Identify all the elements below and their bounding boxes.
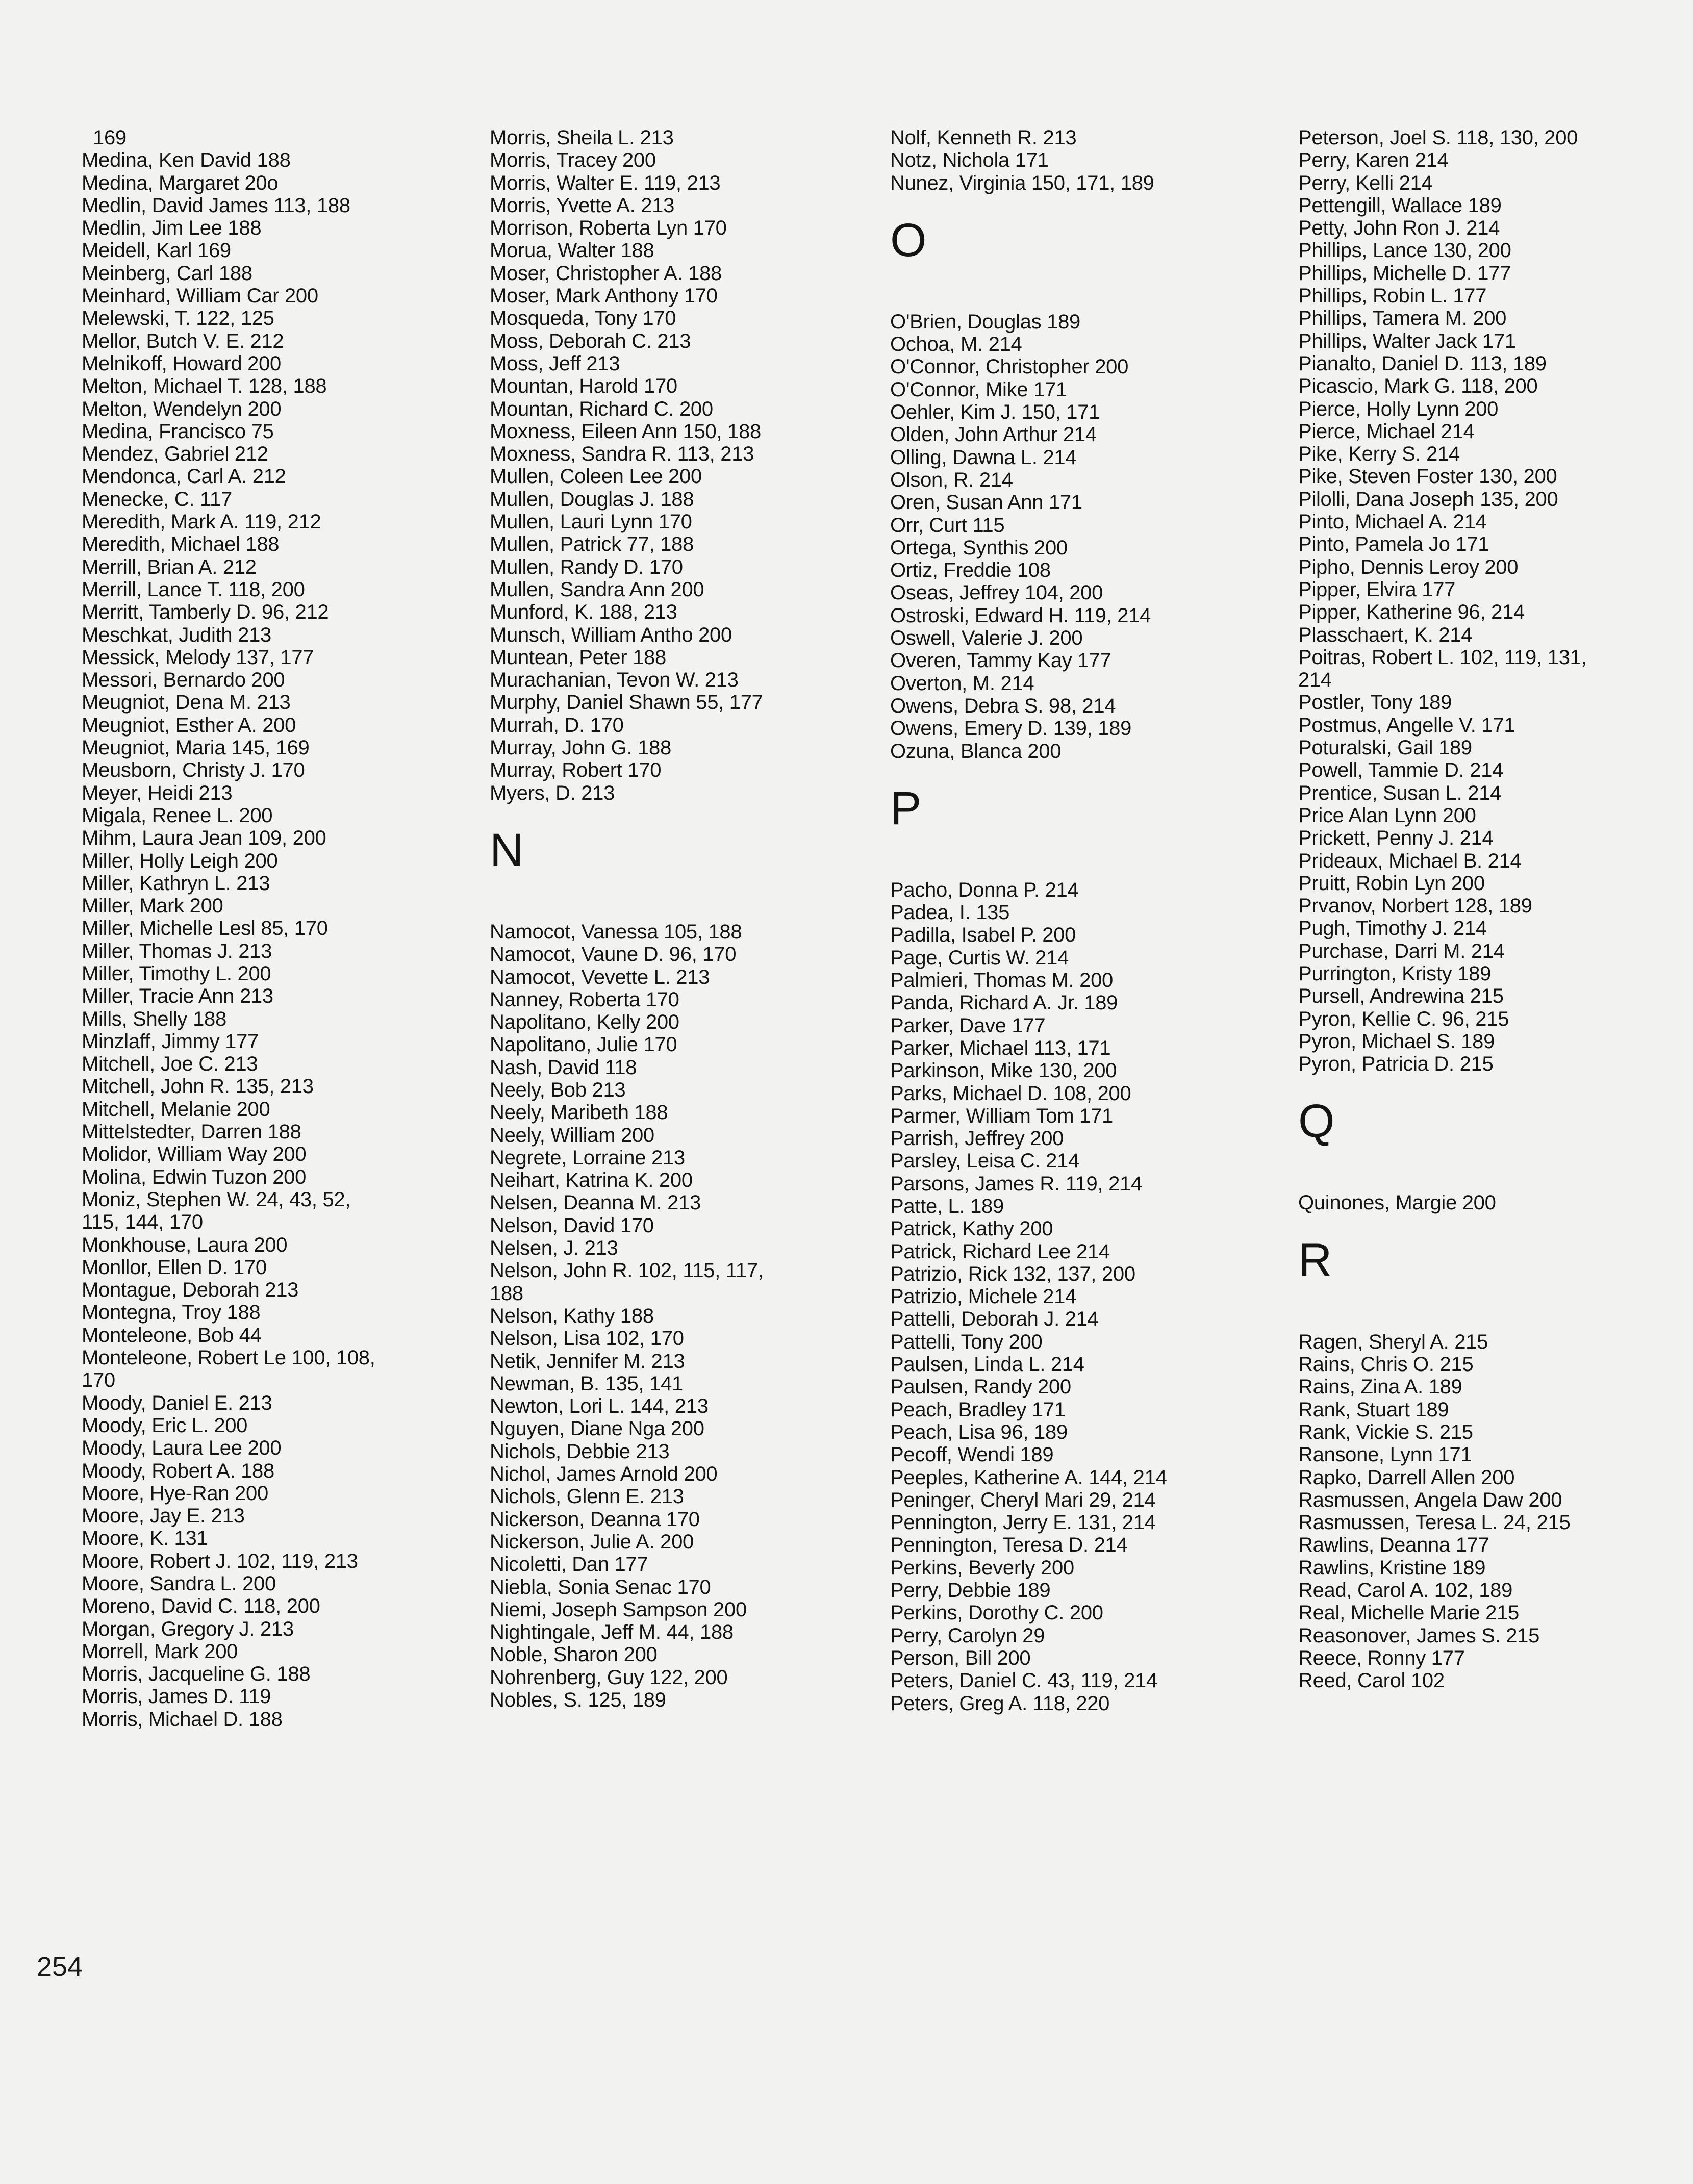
index-entry: Reed, Carol 102 xyxy=(1298,1669,1445,1692)
index-entry: Parrish, Jeffrey 200 xyxy=(890,1127,1064,1150)
index-entry: Pyron, Kellie C. 96, 215 xyxy=(1298,1007,1509,1030)
index-entry: Nunez, Virginia 150, 171, 189 xyxy=(890,171,1154,194)
index-entry: Messori, Bernardo 200 xyxy=(82,669,285,692)
index-entry: Miller, Thomas J. 213 xyxy=(82,939,272,962)
index-entry: Miller, Kathryn L. 213 xyxy=(82,872,270,895)
index-entry: Rank, Vickie S. 215 xyxy=(1298,1420,1473,1443)
index-column-3 xyxy=(890,126,1278,1715)
index-entry: Nelsen, J. 213 xyxy=(490,1237,618,1260)
index-entry: Ragen, Sheryl A. 215 xyxy=(1298,1330,1488,1353)
index-entry: Nelson, David 170 xyxy=(490,1214,654,1237)
index-entry: Nichol, James Arnold 200 xyxy=(490,1463,718,1486)
index-entry: Ortiz, Freddie 108 xyxy=(890,559,1051,582)
index-entry: Moser, Mark Anthony 170 xyxy=(490,285,718,308)
index-entry: Moody, Laura Lee 200 xyxy=(82,1437,282,1460)
index-entry: Nelsen, Deanna M. 213 xyxy=(490,1191,701,1214)
index-entry: Person, Bill 200 xyxy=(890,1646,1031,1669)
index-entry: Pennington, Jerry E. 131, 214 xyxy=(890,1511,1156,1534)
index-entry: Moody, Robert A. 188 xyxy=(82,1459,274,1482)
index-entry: Morrison, Roberta Lyn 170 xyxy=(490,217,727,240)
index-entry: Neely, Bob 213 xyxy=(490,1078,626,1101)
index-entry: Notz, Nichola 171 xyxy=(890,149,1049,172)
index-entry: Purrington, Kristy 189 xyxy=(1298,962,1492,985)
index-entry: Perkins, Beverly 200 xyxy=(890,1556,1074,1579)
index-entry: Pierce, Michael 214 xyxy=(1298,420,1475,443)
index-entry: Moore, Sandra L. 200 xyxy=(82,1572,276,1595)
index-entry: Mittelstedter, Darren 188 xyxy=(82,1121,301,1144)
index-entry: Rasmussen, Angela Daw 200 xyxy=(1298,1488,1562,1511)
index-entry: Niebla, Sonia Senac 170 xyxy=(490,1576,711,1598)
index-entry: Munford, K. 188, 213 xyxy=(490,601,677,624)
index-entry: Nickerson, Deanna 170 xyxy=(490,1508,700,1531)
section-letter-heading: O xyxy=(890,214,927,266)
index-entry: Neihart, Katrina K. 200 xyxy=(490,1169,693,1192)
index-entry: Miller, Holly Leigh 200 xyxy=(82,849,278,872)
index-entry: Mills, Shelly 188 xyxy=(82,1007,226,1030)
index-entry: Moser, Christopher A. 188 xyxy=(490,262,722,285)
index-entry: Pinto, Michael A. 214 xyxy=(1298,511,1487,534)
index-entry: Pipper, Katherine 96, 214 xyxy=(1298,601,1525,624)
index-entry: Padilla, Isabel P. 200 xyxy=(890,924,1076,947)
index-entry: Paulsen, Randy 200 xyxy=(890,1376,1071,1399)
index-entry: Postler, Tony 189 xyxy=(1298,691,1452,714)
index-entry: Ortega, Synthis 200 xyxy=(890,536,1068,559)
index-entry: O'Connor, Mike 171 xyxy=(890,378,1067,401)
index-entry: Morris, Michael D. 188 xyxy=(82,1708,283,1731)
index-entry: Pennington, Teresa D. 214 xyxy=(890,1534,1128,1557)
index-entry: Pike, Kerry S. 214 xyxy=(1298,443,1460,466)
index-entry: Pyron, Michael S. 189 xyxy=(1298,1030,1495,1053)
index-entry: Rank, Stuart 189 xyxy=(1298,1398,1449,1421)
index-entry: Prickett, Penny J. 214 xyxy=(1298,827,1494,850)
index-entry: Munsch, William Antho 200 xyxy=(490,623,732,646)
index-entry: Perry, Kelli 214 xyxy=(1298,171,1433,194)
index-entry: 214 xyxy=(1298,669,1332,692)
index-entry: Patrick, Kathy 200 xyxy=(890,1217,1053,1240)
index-entry: Meusborn, Christy J. 170 xyxy=(82,759,305,782)
index-entry: Muntean, Peter 188 xyxy=(490,646,666,669)
index-entry: Real, Michelle Marie 215 xyxy=(1298,1602,1519,1624)
index-entry: Orr, Curt 115 xyxy=(890,514,1005,537)
index-entry: Rapko, Darrell Allen 200 xyxy=(1298,1466,1515,1489)
index-entry: Pattelli, Tony 200 xyxy=(890,1330,1043,1353)
index-entry: Murray, Robert 170 xyxy=(490,759,662,782)
index-entry: Phillips, Robin L. 177 xyxy=(1298,285,1487,308)
index-entry: Mullen, Douglas J. 188 xyxy=(490,488,694,511)
index-entry: Parkinson, Mike 130, 200 xyxy=(890,1059,1117,1082)
index-entry: Meredith, Mark A. 119, 212 xyxy=(82,511,321,534)
index-entry: Namocot, Vanessa 105, 188 xyxy=(490,920,742,943)
index-entry: Newman, B. 135, 141 xyxy=(490,1372,683,1395)
index-entry: Perkins, Dorothy C. 200 xyxy=(890,1602,1103,1624)
index-entry: Mullen, Coleen Lee 200 xyxy=(490,465,702,488)
index-entry: 188 xyxy=(490,1282,523,1305)
index-entry: Neely, Maribeth 188 xyxy=(490,1101,668,1124)
index-entry: Namocot, Vaune D. 96, 170 xyxy=(490,943,737,966)
index-entry: Parks, Michael D. 108, 200 xyxy=(890,1082,1131,1105)
index-entry: Phillips, Michelle D. 177 xyxy=(1298,262,1511,285)
index-entry: Purchase, Darri M. 214 xyxy=(1298,939,1505,962)
index-entry: Page, Curtis W. 214 xyxy=(890,946,1069,969)
index-entry: Meugniot, Maria 145, 169 xyxy=(82,737,310,759)
index-entry: Price Alan Lynn 200 xyxy=(1298,804,1476,827)
index-entry: Pyron, Patricia D. 215 xyxy=(1298,1053,1494,1076)
index-entry: 115, 144, 170 xyxy=(82,1211,203,1234)
index-entry: Mitchell, John R. 135, 213 xyxy=(82,1075,314,1098)
index-entry: Noble, Sharon 200 xyxy=(490,1643,658,1666)
index-entry: Rains, Zina A. 189 xyxy=(1298,1376,1462,1399)
index-entry: Peninger, Cheryl Mari 29, 214 xyxy=(890,1488,1156,1511)
index-entry: Panda, Richard A. Jr. 189 xyxy=(890,992,1118,1014)
page-number: 254 xyxy=(37,1951,83,1982)
index-entry: Nguyen, Diane Nga 200 xyxy=(490,1417,704,1440)
index-entry: Monteleone, Bob 44 xyxy=(82,1324,262,1347)
index-entry: Merrill, Lance T. 118, 200 xyxy=(82,578,305,601)
index-entry: Nichols, Glenn E. 213 xyxy=(490,1485,684,1508)
index-entry: Pursell, Andrewina 215 xyxy=(1298,985,1504,1008)
index-entry: Reasonover, James S. 215 xyxy=(1298,1624,1540,1647)
index-entry: Palmieri, Thomas M. 200 xyxy=(890,969,1113,992)
index-entry: Peeples, Katherine A. 144, 214 xyxy=(890,1466,1167,1489)
index-entry: Ransone, Lynn 171 xyxy=(1298,1443,1472,1466)
index-entry: Newton, Lori L. 144, 213 xyxy=(490,1395,709,1418)
index-entry: Moody, Daniel E. 213 xyxy=(82,1391,272,1414)
index-entry: Mullen, Patrick 77, 188 xyxy=(490,533,694,556)
index-entry: Olden, John Arthur 214 xyxy=(890,423,1097,446)
index-entry: Rawlins, Kristine 189 xyxy=(1298,1556,1486,1579)
index-entry: Pettengill, Wallace 189 xyxy=(1298,194,1502,217)
index-entry: Moore, Jay E. 213 xyxy=(82,1505,245,1528)
index-entry: Morrell, Mark 200 xyxy=(82,1640,238,1663)
index-entry: Miller, Tracie Ann 213 xyxy=(82,985,273,1008)
index-entry: Moxness, Sandra R. 113, 213 xyxy=(490,443,754,466)
index-entry: Netik, Jennifer M. 213 xyxy=(490,1350,685,1373)
index-entry: Phillips, Tamera M. 200 xyxy=(1298,307,1507,330)
index-entry: Owens, Debra S. 98, 214 xyxy=(890,694,1116,717)
index-entry: Ostroski, Edward H. 119, 214 xyxy=(890,604,1151,627)
index-entry: Medlin, Jim Lee 188 xyxy=(82,217,262,240)
index-entry: Nobles, S. 125, 189 xyxy=(490,1689,666,1711)
index-entry: Molidor, William Way 200 xyxy=(82,1143,307,1166)
index-entry: Napolitano, Julie 170 xyxy=(490,1033,677,1056)
index-entry: Napolitano, Kelly 200 xyxy=(490,1011,679,1034)
index-entry: Meyer, Heidi 213 xyxy=(82,781,233,804)
index-entry: Neely, William 200 xyxy=(490,1124,654,1147)
index-entry: Myers, D. 213 xyxy=(490,781,615,804)
index-entry: Mullen, Sandra Ann 200 xyxy=(490,578,704,601)
index-entry: Postmus, Angelle V. 171 xyxy=(1298,714,1515,737)
index-entry: Mitchell, Joe C. 213 xyxy=(82,1053,258,1076)
index-entry: Pugh, Timothy J. 214 xyxy=(1298,917,1487,940)
index-entry: Perry, Debbie 189 xyxy=(890,1579,1051,1602)
index-entry: Phillips, Walter Jack 171 xyxy=(1298,329,1516,352)
index-entry: Read, Carol A. 102, 189 xyxy=(1298,1579,1513,1602)
index-entry: Pike, Steven Foster 130, 200 xyxy=(1298,465,1557,488)
index-entry: Prideaux, Michael B. 214 xyxy=(1298,849,1522,872)
index-entry: 169 xyxy=(93,126,127,149)
index-entry: Montegna, Troy 188 xyxy=(82,1301,261,1324)
index-entry: Padea, I. 135 xyxy=(890,901,1010,924)
index-entry: Minzlaff, Jimmy 177 xyxy=(82,1030,259,1053)
index-entry: Parker, Michael 113, 171 xyxy=(890,1036,1111,1059)
index-entry: Miller, Timothy L. 200 xyxy=(82,962,271,985)
index-entry: Moore, K. 131 xyxy=(82,1527,208,1550)
index-entry: Patrick, Richard Lee 214 xyxy=(890,1240,1110,1263)
index-entry: Mendez, Gabriel 212 xyxy=(82,443,268,466)
index-entry: Namocot, Vevette L. 213 xyxy=(490,966,710,988)
index-entry: Melton, Michael T. 128, 188 xyxy=(82,375,327,398)
index-entry: Monkhouse, Laura 200 xyxy=(82,1233,288,1256)
index-entry: Pierce, Holly Lynn 200 xyxy=(1298,397,1499,420)
index-entry: Meidell, Karl 169 xyxy=(82,239,231,262)
index-entry: Pinto, Pamela Jo 171 xyxy=(1298,533,1489,556)
index-entry: Morris, James D. 119 xyxy=(82,1685,271,1708)
index-entry: Phillips, Lance 130, 200 xyxy=(1298,239,1511,262)
index-entry: Peach, Lisa 96, 189 xyxy=(890,1420,1068,1443)
index-entry: Meugniot, Esther A. 200 xyxy=(82,714,296,737)
index-entry: Miller, Mark 200 xyxy=(82,895,223,918)
index-entry: O'Connor, Christopher 200 xyxy=(890,355,1129,378)
index-entry: Mihm, Laura Jean 109, 200 xyxy=(82,827,326,850)
index-entry: Melewski, T. 122, 125 xyxy=(82,307,274,330)
index-entry: Pipho, Dennis Leroy 200 xyxy=(1298,555,1519,578)
index-entry: Prvanov, Norbert 128, 189 xyxy=(1298,895,1532,918)
index-entry: Oren, Susan Ann 171 xyxy=(890,491,1082,514)
index-entry: Olson, R. 214 xyxy=(890,468,1013,491)
index-entry: Picascio, Mark G. 118, 200 xyxy=(1298,375,1538,398)
index-entry: Morris, Walter E. 119, 213 xyxy=(490,171,721,194)
index-entry: Reece, Ronny 177 xyxy=(1298,1646,1465,1669)
index-entry: Morua, Walter 188 xyxy=(490,239,654,262)
index-column-2 xyxy=(490,126,877,1711)
index-entry: Moody, Eric L. 200 xyxy=(82,1414,248,1437)
index-column-1 xyxy=(82,126,469,1731)
index-entry: Rasmussen, Teresa L. 24, 215 xyxy=(1298,1511,1571,1534)
index-entry: Moreno, David C. 118, 200 xyxy=(82,1595,320,1618)
index-entry: Oehler, Kim J. 150, 171 xyxy=(890,401,1100,424)
index-entry: Peterson, Joel S. 118, 130, 200 xyxy=(1298,126,1578,149)
index-entry: Murray, John G. 188 xyxy=(490,737,671,759)
index-entry: Petty, John Ron J. 214 xyxy=(1298,217,1500,240)
index-entry: Nichols, Debbie 213 xyxy=(490,1440,670,1463)
index-entry: Rains, Chris O. 215 xyxy=(1298,1353,1474,1376)
index-entry: Ozuna, Blanca 200 xyxy=(890,740,1062,763)
index-entry: Moore, Hye-Ran 200 xyxy=(82,1482,268,1505)
index-entry: Poturalski, Gail 189 xyxy=(1298,737,1472,759)
index-entry: Morris, Yvette A. 213 xyxy=(490,194,675,217)
index-entry: Pilolli, Dana Joseph 135, 200 xyxy=(1298,488,1558,511)
index-entry: Plasschaert, K. 214 xyxy=(1298,623,1473,646)
index-entry: Mullen, Randy D. 170 xyxy=(490,555,683,578)
index-entry: Mitchell, Melanie 200 xyxy=(82,1098,270,1121)
index-entry: Pianalto, Daniel D. 113, 189 xyxy=(1298,352,1547,375)
index-entry: Overen, Tammy Kay 177 xyxy=(890,649,1111,672)
index-entry: Nolf, Kenneth R. 213 xyxy=(890,126,1077,149)
index-entry: Moxness, Eileen Ann 150, 188 xyxy=(490,420,761,443)
index-entry: Monllor, Ellen D. 170 xyxy=(82,1256,267,1279)
index-entry: Morris, Jacqueline G. 188 xyxy=(82,1663,311,1686)
index-entry: Morgan, Gregory J. 213 xyxy=(82,1617,294,1640)
index-entry: Medina, Francisco 75 xyxy=(82,420,274,443)
index-entry: Meugniot, Dena M. 213 xyxy=(82,691,291,714)
index-entry: Nelson, John R. 102, 115, 117, xyxy=(490,1259,764,1282)
index-entry: Morris, Sheila L. 213 xyxy=(490,126,674,149)
index-entry: Nohrenberg, Guy 122, 200 xyxy=(490,1666,728,1689)
index-entry: Meredith, Michael 188 xyxy=(82,533,280,556)
index-entry: Mountan, Harold 170 xyxy=(490,375,677,398)
index-entry: Nelson, Kathy 188 xyxy=(490,1304,654,1327)
index-entry: Patrizio, Michele 214 xyxy=(890,1285,1076,1308)
index-entry: Pecoff, Wendi 189 xyxy=(890,1443,1054,1466)
index-entry: Parsley, Leisa C. 214 xyxy=(890,1150,1079,1173)
index-entry: Morris, Tracey 200 xyxy=(490,149,656,172)
index-entry: Merritt, Tamberly D. 96, 212 xyxy=(82,601,329,624)
index-entry: Merrill, Brian A. 212 xyxy=(82,555,257,578)
index-entry: Niemi, Joseph Sampson 200 xyxy=(490,1598,747,1621)
section-letter-heading: R xyxy=(1298,1234,1332,1286)
index-entry: Oswell, Valerie J. 200 xyxy=(890,627,1083,650)
index-entry: Pacho, Donna P. 214 xyxy=(890,878,1079,901)
index-entry: Melton, Wendelyn 200 xyxy=(82,397,282,420)
index-entry: Nelson, Lisa 102, 170 xyxy=(490,1327,684,1350)
index-entry: Moniz, Stephen W. 24, 43, 52, xyxy=(82,1188,351,1211)
index-entry: O'Brien, Douglas 189 xyxy=(890,310,1080,333)
index-entry: Moss, Jeff 213 xyxy=(490,352,620,375)
index-entry: Pruitt, Robin Lyn 200 xyxy=(1298,872,1485,895)
index-entry: Moore, Robert J. 102, 119, 213 xyxy=(82,1550,358,1572)
index-entry: Molina, Edwin Tuzon 200 xyxy=(82,1165,307,1188)
index-entry: Montague, Deborah 213 xyxy=(82,1279,299,1302)
index-entry: Parsons, James R. 119, 214 xyxy=(890,1172,1142,1195)
index-entry: Perry, Carolyn 29 xyxy=(890,1624,1045,1647)
index-entry: Mosqueda, Tony 170 xyxy=(490,307,676,330)
index-entry: Prentice, Susan L. 214 xyxy=(1298,781,1502,804)
index-entry: Nickerson, Julie A. 200 xyxy=(490,1530,694,1553)
index-entry: Negrete, Lorraine 213 xyxy=(490,1146,685,1169)
index-entry: Mendonca, Carl A. 212 xyxy=(82,465,286,488)
index-entry: Melnikoff, Howard 200 xyxy=(82,352,281,375)
section-letter-heading: N xyxy=(490,824,524,876)
index-entry: Meschkat, Judith 213 xyxy=(82,623,271,646)
index-entry: Moss, Deborah C. 213 xyxy=(490,329,691,352)
index-entry: Pipper, Elvira 177 xyxy=(1298,578,1456,601)
index-entry: Nanney, Roberta 170 xyxy=(490,988,679,1011)
index-entry: Meinhard, William Car 200 xyxy=(82,285,318,308)
index-entry: Meinberg, Carl 188 xyxy=(82,262,252,285)
index-entry: Murphy, Daniel Shawn 55, 177 xyxy=(490,691,763,714)
index-entry: Quinones, Margie 200 xyxy=(1298,1191,1496,1214)
index-entry: Peach, Bradley 171 xyxy=(890,1398,1066,1421)
index-entry: Patrizio, Rick 132, 137, 200 xyxy=(890,1262,1135,1285)
index-entry: Owens, Emery D. 139, 189 xyxy=(890,717,1132,740)
index-entry: Medina, Ken David 188 xyxy=(82,149,291,172)
index-entry: Paulsen, Linda L. 214 xyxy=(890,1353,1084,1376)
index-entry: Olling, Dawna L. 214 xyxy=(890,446,1077,469)
index-entry: Medina, Margaret 20o xyxy=(82,171,279,194)
index-entry: Ochoa, M. 214 xyxy=(890,333,1022,356)
index-entry: Peters, Greg A. 118, 220 xyxy=(890,1692,1110,1715)
index-entry: Nash, David 118 xyxy=(490,1056,637,1079)
index-entry: Powell, Tammie D. 214 xyxy=(1298,759,1504,782)
index-entry: Menecke, C. 117 xyxy=(82,488,232,511)
index-entry: Perry, Karen 214 xyxy=(1298,149,1449,172)
index-entry: Mountan, Richard C. 200 xyxy=(490,397,713,420)
index-entry: Murrah, D. 170 xyxy=(490,714,624,737)
section-letter-heading: Q xyxy=(1298,1095,1335,1148)
index-entry: Mullen, Lauri Lynn 170 xyxy=(490,511,692,534)
index-entry: Rawlins, Deanna 177 xyxy=(1298,1534,1489,1557)
index-entry: 170 xyxy=(82,1369,115,1392)
index-entry: Parmer, William Tom 171 xyxy=(890,1104,1113,1127)
index-entry: Nicoletti, Dan 177 xyxy=(490,1553,648,1576)
index-entry: Pattelli, Deborah J. 214 xyxy=(890,1308,1099,1331)
index-entry: Peters, Daniel C. 43, 119, 214 xyxy=(890,1669,1157,1692)
index-entry: Miller, Michelle Lesl 85, 170 xyxy=(82,917,328,940)
index-column-4 xyxy=(1298,126,1686,1692)
index-entry: Mellor, Butch V. E. 212 xyxy=(82,329,284,352)
index-entry: Monteleone, Robert Le 100, 108, xyxy=(82,1347,375,1369)
index-entry: Patte, L. 189 xyxy=(890,1195,1004,1217)
index-entry: Messick, Melody 137, 177 xyxy=(82,646,314,669)
section-letter-heading: P xyxy=(890,782,922,834)
index-entry: Poitras, Robert L. 102, 119, 131, xyxy=(1298,646,1587,669)
index-entry: Murachanian, Tevon W. 213 xyxy=(490,669,739,692)
index-entry: Medlin, David James 113, 188 xyxy=(82,194,350,217)
index-entry: Migala, Renee L. 200 xyxy=(82,804,273,827)
index-entry: Nightingale, Jeff M. 44, 188 xyxy=(490,1621,734,1644)
index-entry: Oseas, Jeffrey 104, 200 xyxy=(890,581,1103,604)
index-entry: Parker, Dave 177 xyxy=(890,1014,1046,1037)
index-entry: Overton, M. 214 xyxy=(890,672,1034,695)
